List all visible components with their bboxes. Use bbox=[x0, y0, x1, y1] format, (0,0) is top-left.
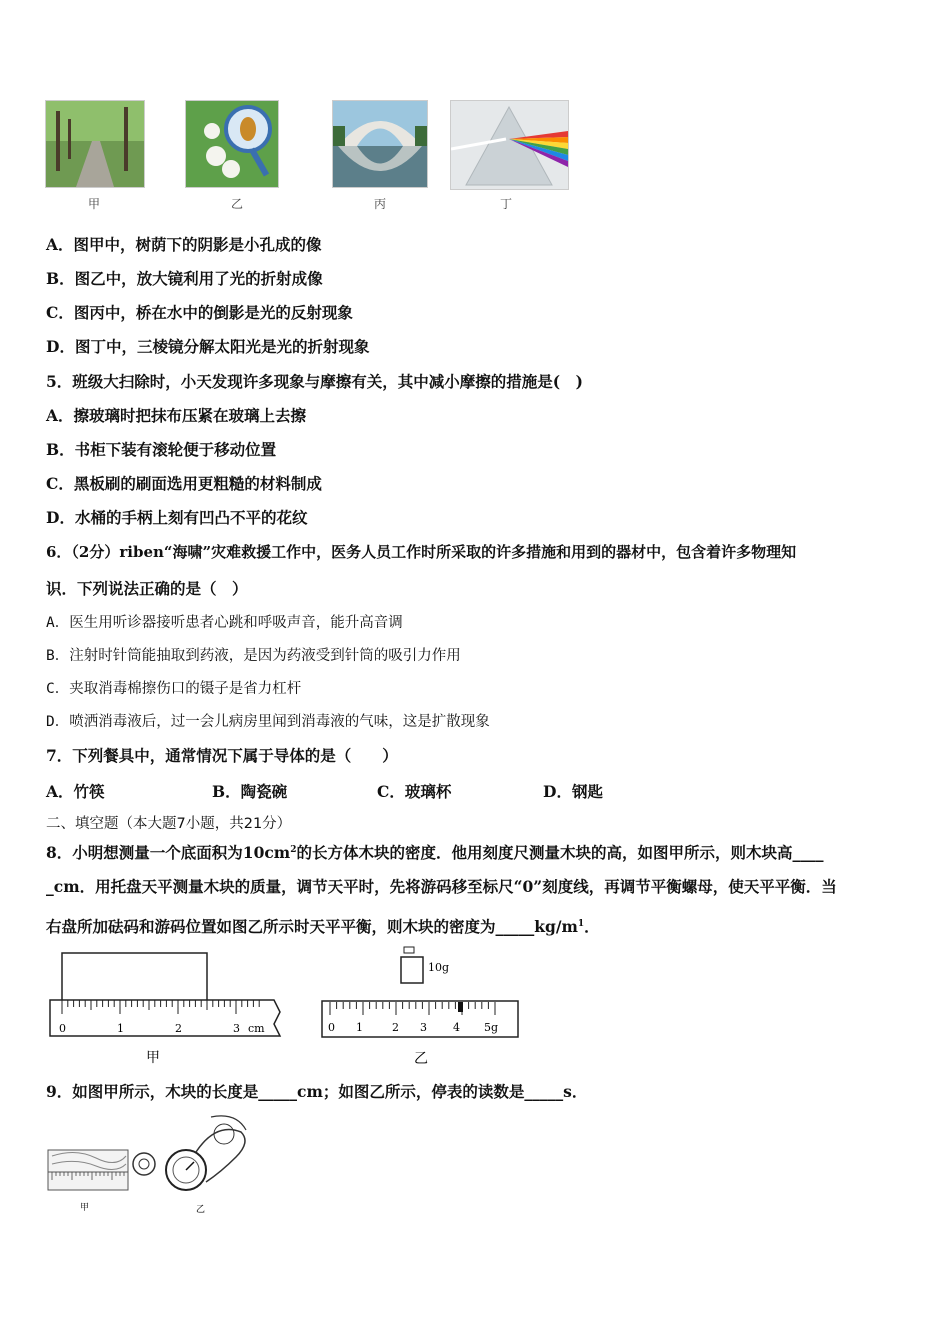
scale-label-0: 0 bbox=[328, 1021, 335, 1034]
scale-label-1: 1 bbox=[356, 1021, 363, 1034]
q7-option-b: B．陶瓷碗 bbox=[212, 782, 288, 801]
q7-stem: 7．下列餐具中，通常情况下属于导体的是（ ） bbox=[46, 746, 398, 765]
q4-option-c: C．图丙中，桥在水中的倒影是光的反射现象 bbox=[46, 303, 353, 322]
q8-ruler-figure bbox=[46, 950, 286, 1070]
ruler-label-3: 3 bbox=[233, 1022, 240, 1035]
q5-option-d: D．水桶的手柄上刻有凹凸不平的花纹 bbox=[46, 508, 308, 527]
q9-caption-jia: 甲 bbox=[80, 1203, 90, 1213]
q6-option-c: C．夹取消毒棉擦伤口的镊子是省力杠杆 bbox=[46, 681, 302, 697]
q8-line3-text-b: ． bbox=[584, 917, 600, 937]
caption-ding: 丁 bbox=[500, 197, 513, 211]
q5-option-a: A．擦玻璃时把抹布压紧在玻璃上去擦 bbox=[46, 406, 307, 425]
q4-option-b: B．图乙中，放大镜利用了光的折射成像 bbox=[46, 269, 323, 288]
weight-10g-icon bbox=[401, 947, 423, 983]
ruler-label-cm: cm bbox=[248, 1022, 265, 1035]
photo-prism-spectrum bbox=[450, 100, 569, 190]
scale-label-2: 2 bbox=[392, 1021, 399, 1034]
q6-stem-line1: 6．（2分）riben“海啸”灾难救援工作中，医务人员工作时所采取的许多措施和用到的器材中，包含着许多物理知 bbox=[46, 543, 797, 561]
weight-label: 10g bbox=[428, 961, 450, 974]
ruler-label-1: 1 bbox=[117, 1022, 124, 1035]
caption-bing: 丙 bbox=[374, 197, 387, 211]
ruler-body bbox=[50, 1000, 280, 1036]
section-2-heading: 二、填空题（本大题7小题，共21分） bbox=[46, 816, 292, 832]
q4-option-d: D．图丁中，三棱镜分解太阳光是光的折射现象 bbox=[46, 337, 370, 356]
q6-option-a: A．医生用听诊器接听患者心跳和呼吸声音，能升高音调 bbox=[46, 615, 403, 631]
ruler-label-0: 0 bbox=[59, 1022, 66, 1035]
q7-option-c: C．玻璃杯 bbox=[377, 782, 452, 801]
caption-jia: 甲 bbox=[88, 197, 101, 211]
q9-ruler bbox=[48, 1150, 128, 1190]
q7-option-d: D．钢匙 bbox=[543, 782, 603, 801]
wood-block bbox=[62, 953, 207, 1001]
q8-line1-text-a: 8．小明想测量一个底面积为10cm bbox=[46, 843, 291, 863]
rider-marker bbox=[458, 1002, 463, 1012]
q5-option-c: C．黑板刷的刷面选用更粗糙的材料制成 bbox=[46, 474, 322, 493]
q7-option-a: A．竹筷 bbox=[46, 782, 105, 801]
scale-label-5g: 5g bbox=[484, 1021, 499, 1034]
q8-caption-yi: 乙 bbox=[414, 1051, 428, 1067]
q8-line2: _cm．用托盘天平测量木块的质量，调节天平时，先将游码移至标尺“0”刻度线，再调节平衡螺母，使天平平衡．当 bbox=[46, 877, 837, 896]
caption-yi: 乙 bbox=[231, 197, 244, 211]
q9-caption-yi: 乙 bbox=[196, 1205, 206, 1215]
q6-option-b: B．注射时针筒能抽取到药液，是因为药液受到针筒的吸引力作用 bbox=[46, 648, 461, 664]
q8-line1-text-b: 的长方体木块的密度．他用刻度尺测量木块的高，如图甲所示，则木块高____ bbox=[296, 843, 824, 863]
q8-line1 bbox=[46, 840, 823, 863]
q9-stem: 9．如图甲所示，木块的长度是_____cm；如图乙所示，停表的读数是_____s． bbox=[46, 1082, 588, 1101]
q8-line1-sup: 2 bbox=[290, 845, 297, 855]
scale-label-4: 4 bbox=[453, 1021, 460, 1034]
ruler-label-2: 2 bbox=[175, 1022, 182, 1035]
q8-caption-jia: 甲 bbox=[146, 1050, 160, 1066]
q8-balance-figure bbox=[318, 945, 528, 1070]
q5-stem: 5．班级大扫除时，小天发现许多现象与摩擦有关，其中减小摩擦的措施是( ) bbox=[46, 372, 583, 391]
photo-tree-shade bbox=[45, 100, 145, 188]
q6-option-d: D．喷洒消毒液后，过一会儿病房里闻到消毒液的气味，这是扩散现象 bbox=[46, 714, 490, 730]
q9-figure bbox=[46, 1112, 251, 1217]
q5-option-b: B．书柜下装有滚轮便于移动位置 bbox=[46, 440, 277, 459]
q8-line3-text-a: 右盘所加砝码和游码位置如图乙所示时天平平衡，则木块的密度为_____kg/m bbox=[46, 917, 578, 937]
scale-label-3: 3 bbox=[420, 1021, 427, 1034]
q4-option-a: A．图甲中，树荫下的阴影是小孔成的像 bbox=[46, 235, 322, 254]
q8-line3-sup: 1 bbox=[577, 919, 585, 929]
q6-stem-line2: 识．下列说法正确的是（ ） bbox=[46, 579, 248, 598]
q8-line3 bbox=[46, 914, 600, 937]
photo-magnifier-bee bbox=[185, 100, 279, 188]
photo-arch-bridge bbox=[332, 100, 428, 188]
